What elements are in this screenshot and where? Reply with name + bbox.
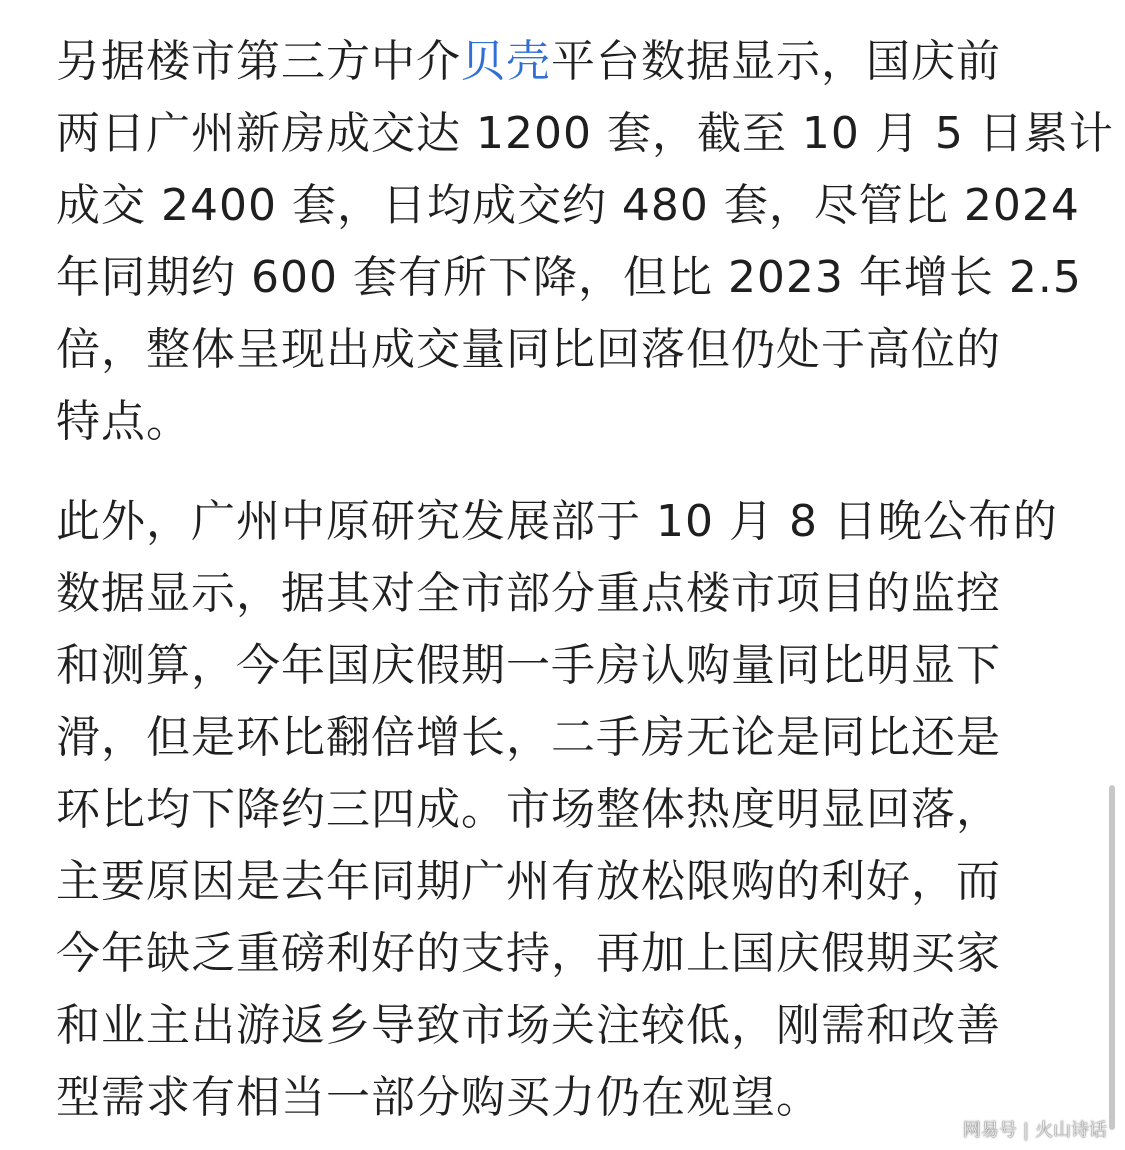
text-segment: 平台数据显示，国庆前 [551,36,1001,87]
paragraph-2-line-2: 数据显示，据其对全市部分重点楼市项目的监控 [56,568,1001,619]
paragraph-1-line-3: 成交 2400 套，日均成交约 480 套，尽管比 2024 [56,180,1080,231]
paragraph-2-line-5: 环比均下降约三四成。市场整体热度明显回落， [56,784,1001,835]
paragraph-2-line-4: 滑，但是环比翻倍增长，二手房无论是同比还是 [56,712,1001,763]
paragraph-2-line-9: 型需求有相当一部分购买力仍在观望。 [56,1072,821,1123]
beike-link[interactable]: 贝壳 [461,36,551,87]
watermark-separator: | [1022,1120,1029,1141]
paragraph-1-line-1 [56,26,1114,98]
paragraph-2-line-3: 和测算，今年国庆假期一手房认购量同比明显下 [56,640,1001,691]
paragraph-2-line-8: 和业主出游返乡导致市场关注较低，刚需和改善 [56,1000,1001,1051]
paragraph-1-line-6: 特点。 [56,396,191,447]
paragraph-2-line-7: 今年缺乏重磅利好的支持，再加上国庆假期买家 [56,928,1001,979]
paragraph-1 [56,26,1114,458]
paragraph-2-line-6: 主要原因是去年同期广州有放松限购的利好，而 [56,856,1001,907]
watermark-author: 火山诗话 [1035,1120,1107,1141]
paragraph-2-line-1: 此外，广州中原研究发展部于 10 月 8 日晚公布的 [56,496,1058,547]
paragraph-1-line-5: 倍，整体呈现出成交量同比回落但仍处于高位的 [56,324,1001,375]
paragraph-1-line-4: 年同期约 600 套有所下降，但比 2023 年增长 2.5 [56,252,1082,303]
watermark-source: 网易号 [962,1120,1017,1141]
scrollbar[interactable] [1109,785,1115,1130]
paragraph-1-line-2: 两日广州新房成交达 1200 套，截至 10 月 5 日累计 [56,108,1114,159]
paragraph-2 [56,486,1058,1134]
text-segment: 另据楼市第三方中介 [56,36,461,87]
watermark [963,1116,1107,1142]
